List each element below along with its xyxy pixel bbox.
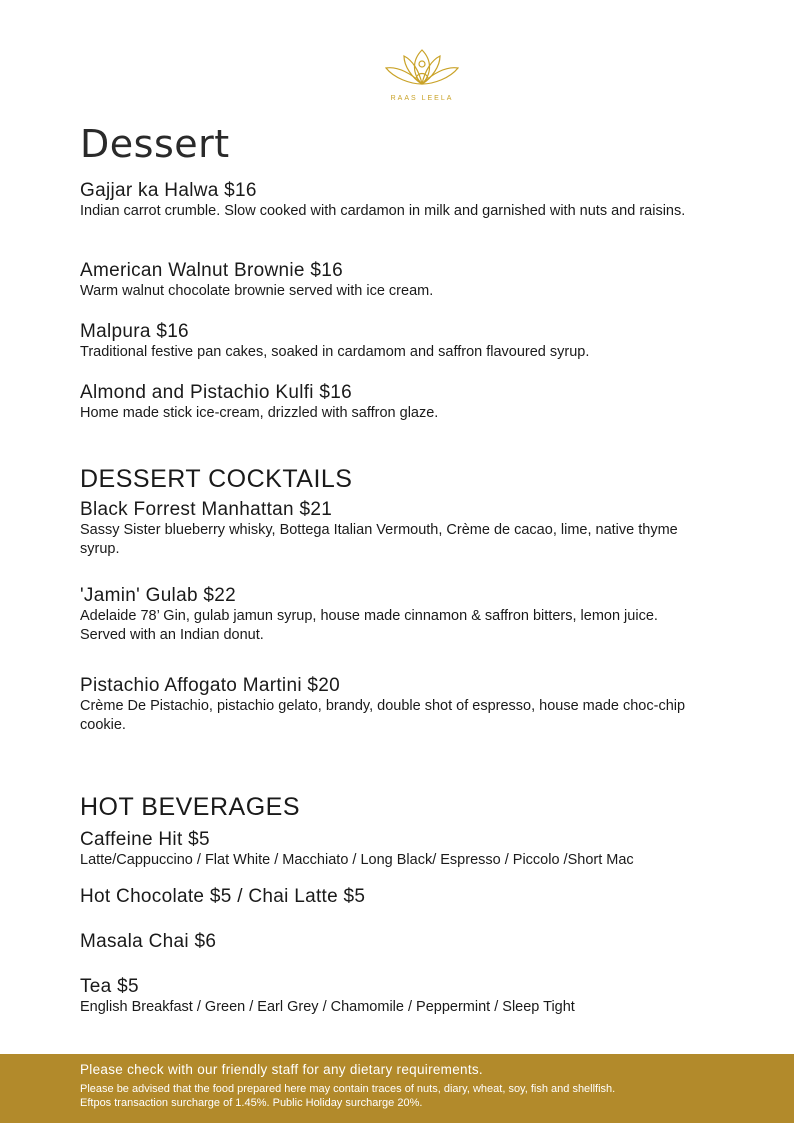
page-title: Dessert bbox=[80, 122, 230, 166]
item-name: 'Jamin' Gulab $22 bbox=[80, 585, 236, 606]
menu-item bbox=[80, 829, 770, 870]
item-name: American Walnut Brownie $16 bbox=[80, 260, 343, 281]
menu-item bbox=[80, 585, 700, 645]
allergen-notice: Please be advised that the food prepared here may contain traces of nuts, diary, wheat, soy, fish and shellfish. bbox=[80, 1083, 616, 1095]
item-name: Tea $5 bbox=[80, 976, 139, 997]
surcharge-notice: Eftpos transaction surcharge of 1.45%. Public Holiday surcharge 20%. bbox=[80, 1097, 423, 1109]
lotus-logo-icon bbox=[382, 44, 462, 92]
menu-item bbox=[80, 675, 700, 735]
footer-banner bbox=[0, 1054, 794, 1123]
menu-item bbox=[80, 321, 730, 362]
menu-item bbox=[80, 260, 730, 301]
dietary-notice: Please check with our friendly staff for any dietary requirements. bbox=[80, 1062, 483, 1077]
menu-item bbox=[80, 499, 680, 559]
item-description: English Breakfast / Green / Earl Grey / Chamomile / Peppermint / Sleep Tight bbox=[80, 999, 575, 1015]
section-title-cocktails: DESSERT COCKTAILS bbox=[80, 465, 353, 493]
item-name: Pistachio Affogato Martini $20 bbox=[80, 675, 341, 696]
item-name: Gajjar ka Halwa $16 bbox=[80, 180, 257, 201]
item-name: Malpura $16 bbox=[80, 321, 189, 342]
brand-name: RAAS LEELA bbox=[390, 95, 454, 102]
item-description: Latte/Cappuccino / Flat White / Macchiato / Long Black/ Espresso / Piccolo /Short Mac bbox=[80, 852, 634, 868]
item-name: Caffeine Hit $5 bbox=[80, 829, 210, 850]
item-description: Adelaide 78’ Gin, gulab jamun syrup, house made cinnamon & saffron bitters, lemon juice. Served with an Indian donut. bbox=[80, 608, 658, 643]
item-description: Traditional festive pan cakes, soaked in cardamom and saffron flavoured syrup. bbox=[80, 344, 590, 360]
item-description: Crème De Pistachio, pistachio gelato, brandy, double shot of espresso, house made choc-chip cookie. bbox=[80, 698, 686, 733]
item-description: Indian carrot crumble. Slow cooked with cardamon in milk and garnished with nuts and raisins. bbox=[80, 203, 686, 219]
item-description: Sassy Sister blueberry whisky, Bottega Italian Vermouth, Crème de cacao, lime, native thyme syrup. bbox=[80, 522, 678, 557]
menu-item bbox=[80, 382, 730, 423]
item-name: Masala Chai $6 bbox=[80, 931, 217, 952]
item-description: Warm walnut chocolate brownie served with ice cream. bbox=[80, 283, 434, 299]
brand-logo bbox=[380, 44, 464, 102]
item-description: Home made stick ice-cream, drizzled with saffron glaze. bbox=[80, 405, 439, 421]
menu-item bbox=[80, 931, 730, 953]
section-title-hot-beverages: HOT BEVERAGES bbox=[80, 793, 300, 821]
item-name: Almond and Pistachio Kulfi $16 bbox=[80, 382, 352, 403]
item-name: Black Forrest Manhattan $21 bbox=[80, 499, 333, 520]
menu-item bbox=[80, 180, 730, 221]
menu-item bbox=[80, 976, 770, 1017]
menu-item bbox=[80, 886, 730, 908]
item-name: Hot Chocolate $5 / Chai Latte $5 bbox=[80, 886, 366, 907]
